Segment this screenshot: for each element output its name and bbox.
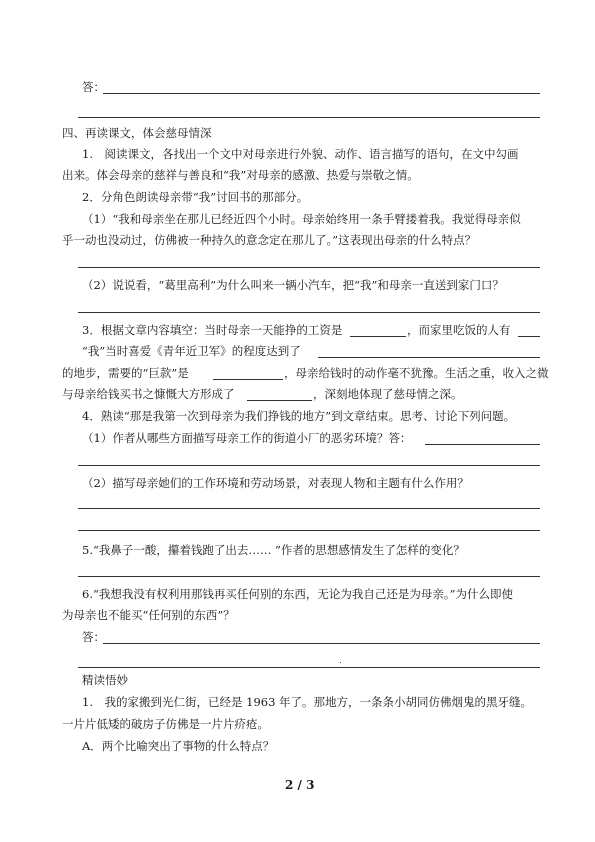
passage-line-2: 一片片低矮的破房子仿佛是一片片疥疮。 <box>62 717 269 731</box>
question-3-text-d: 的地步，需要的“巨款”是 <box>62 366 189 380</box>
question-2-1-line-1: （1）“我和母亲坐在那儿已经近四个小时。母亲始终用一条手臂搂着我。我觉得母亲似 <box>82 212 521 226</box>
answer-line <box>78 267 540 268</box>
answer-line <box>103 643 540 644</box>
question-2-2: （2）说说看，“葛里高利”为什么叫来一辆小汽车，把“我”和母亲一直送到家门口？ <box>82 278 504 292</box>
question-1-line-2: 出来。体会母亲的慈祥与善良和“我”对母亲的感激、热爱与崇敬之情。 <box>62 168 419 182</box>
answer-line <box>78 117 540 118</box>
fill-blank <box>350 336 406 337</box>
question-a: A．两个比喻突出了事物的什么特点？ <box>82 739 275 753</box>
question-4-1: （1）作者从哪些方面描写母亲工作的街道小厂的恶劣环境？答： <box>82 431 412 445</box>
question-3-text-b: ，而家里吃饭的人有 <box>407 323 511 337</box>
answer-label-q6: 答： <box>82 630 105 644</box>
page-number: 2 / 3 <box>285 778 315 792</box>
fill-blank <box>318 357 540 358</box>
question-3-text-c: “我”当时喜爱《青年近卫军》的程度达到了 <box>82 344 301 358</box>
question-2-1-line-2: 乎一动也没动过，仿佛被一种持久的意念定在那儿了。”这表现出母亲的什么特点？ <box>62 233 477 247</box>
answer-line <box>78 312 540 313</box>
fill-blank <box>425 444 540 445</box>
passage-line-1: 1. 我的家搬到光仁街，已经是 1963 年了。那地方，一条条小胡同仿佛烟鬼的黑牙缝。 <box>82 695 533 709</box>
answer-line <box>78 530 540 531</box>
answer-line <box>78 576 540 577</box>
fill-blank <box>518 336 540 337</box>
answer-line <box>78 465 540 466</box>
question-3-text-f: 与母亲给钱买书之慷慨大方形成了 <box>62 387 235 401</box>
answer-label-top: 答： <box>82 80 105 94</box>
question-2: 2．分角色朗读母亲带“我”讨回书的那部分。 <box>82 190 309 204</box>
fill-blank <box>213 379 283 380</box>
question-5: 5.“我鼻子一酸，攥着钱跑了出去…… ”作者的思想感情发生了怎样的变化？ <box>82 543 465 557</box>
question-3-text-g: ，深刻地体现了慈母情之深。 <box>313 387 463 401</box>
reading-section-title: 精读悟妙 <box>82 673 128 687</box>
fill-blank <box>247 400 312 401</box>
question-4-2: （2）描写母亲她们的工作环境和劳动场景，对表现人物和主题有什么作用？ <box>82 476 469 490</box>
stray-dot <box>340 662 341 663</box>
answer-line <box>103 93 540 94</box>
question-1-line-1: 1. 阅读课文，各找出一个文中对母亲进行外貌、动作、语言描写的语句，在文中勾画 <box>82 147 519 161</box>
question-4: 4．熟读“那是我第一次到母亲为我们挣钱的地方”到文章结束。思考、讨论下列问题。 <box>82 409 516 423</box>
section-title: 四、再读课文，体会慈母情深 <box>62 126 212 140</box>
answer-line <box>78 667 540 668</box>
answer-line <box>78 508 540 509</box>
question-3-text-a: 3．根据文章内容填空：当时母亲一天能挣的工资是 <box>82 323 343 337</box>
question-3-text-e: ，母亲给钱时的动作毫不犹豫。生活之重，收入之微 <box>284 366 549 380</box>
question-6-line-1: 6.“我想我没有权利用那钱再买任何别的东西，无论为我自己还是为母亲。”为什么即使 <box>82 587 513 601</box>
question-6-line-2: 为母亲也不能买“任何别的东西”？ <box>62 608 235 622</box>
